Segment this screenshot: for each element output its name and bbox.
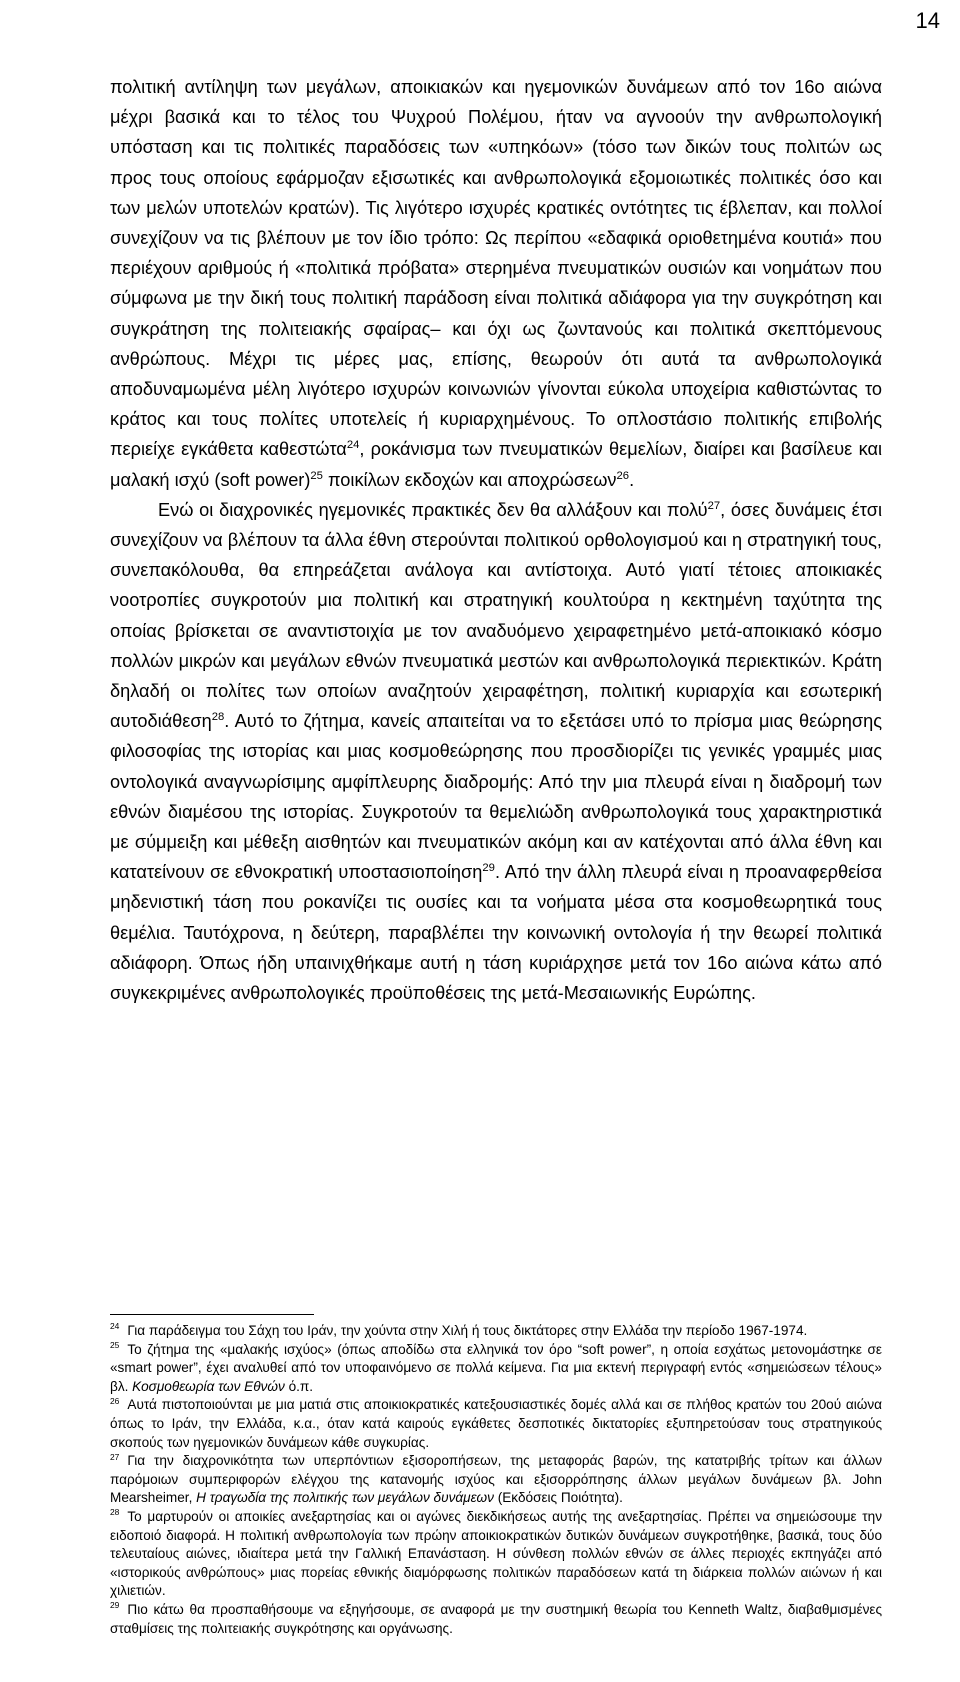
- footnote-27: [110, 1452, 882, 1508]
- paragraph-2-text-d: . Από την άλλη πλευρά είναι η προαναφερθείσα μηδενιστική τάση που ροκανίζει τις ουσίες και τα νοήματα μέσα στα κοσμοθεωρητικά τους θεμέλια. Ταυτόχρονα, η δεύτερη, παραβλέπει την κοινωνική οντολογία ή την θεωρεί πολιτικά αδιάφορη. Όπως ήδη υπαινιχθήκαμε αυτή η τάση κυριάρχησε μετά τον 16ο αιώνα κάτω από συγκεκριμένες ανθρωπολογικές προϋποθέσεις της μετά-Μεσαιωνικής Ευρώπης.: [110, 862, 883, 1004]
- footnote-text: Για παράδειγμα του Σάχη του Ιράν, την χούντα στην Χιλή ή τους δικτάτορες στην Ελλάδα την περίοδο 1967-1974.: [127, 1323, 808, 1338]
- footnote-text-after: ό.π.: [284, 1378, 314, 1394]
- footnote-text-after: (Εκδόσεις Ποιότητα).: [493, 1490, 623, 1506]
- footnote-29: [110, 1601, 882, 1638]
- paragraph-2-text-c: . Αυτό το ζήτημα, κανείς απαιτείται να το εξετάσει υπό το πρίσμα μιας θεώρησης φιλοσοφίας της ιστορίας και μιας κοσμοθεώρησης που προσδιορίζει τις γενικές γραμμές μιας οντολογικά αναγνωρίσιμης αμφίπλευρης διαδρομής: Από την μια πλευρά είναι η διαδρομή των εθνών διαμέσου της ιστορίας. Συγκροτούν τα θεμελιώδη ανθρωπολογικά τους χαρακτηριστικά με σύμμειξη και μέθεξη αισθητών και πνευματικών ακόμη και αν κατέχονται από άλλα έθνη και κατατείνουν σε εθνοκρατική υποστασιοποίηση: [110, 711, 882, 883]
- footnote-25: [110, 1341, 882, 1397]
- footnote-separator: [110, 1314, 314, 1315]
- footnote-ref-24[interactable]: 24: [346, 439, 360, 452]
- footnote-ref-27[interactable]: 27: [707, 499, 721, 512]
- footnote-number: 28: [110, 1507, 120, 1518]
- body-text: [110, 72, 882, 1008]
- footnote-ref-25[interactable]: 25: [310, 469, 323, 482]
- footnote-number: 24: [110, 1321, 120, 1332]
- footnote-text: Το ζήτημα της «μαλακής ισχύος» (όπως αποδίδω στα ελληνικά τον όρο “soft power”, η οποία εσχάτως μετονομάστηκε σε «smart power”, έχει αναλυθεί από τον υποφαινόμενο σε πολλά κείμενα. Για μια εκτενή περιγραφή εντός «σημειώσεων τέλους» βλ.: [110, 1341, 882, 1394]
- footnote-text: Αυτά πιστοποιούνται με μια ματιά στις αποικιοκρατικές κατεξουσιαστικές δομές αλλά και σε πλήθος κρατών του 20ού αιώνα όπως το Ιράν, την Ελλάδα, κ.α., όταν κατά καιρούς εγκάθετες δεσποτικές δικτατορίες εξυπηρετούσαν τους στρατηγικούς σκοπούς των ηγεμονικών δυνάμεων κάθε συγκυρίας.: [110, 1397, 882, 1450]
- paragraph-1-text-d: .: [629, 469, 635, 490]
- footnote-28: [110, 1508, 882, 1601]
- footnote-book-title: Η τραγωδία της πολιτικής των μεγάλων δυνάμεων: [196, 1490, 494, 1506]
- footnote-ref-28[interactable]: 28: [211, 711, 225, 724]
- paragraph-2-text-a: Ενώ οι διαχρονικές ηγεμονικές πρακτικές δεν θα αλλάξουν και πολύ: [158, 499, 708, 520]
- paragraph-2: [110, 495, 882, 1008]
- footnote-ref-29[interactable]: 29: [482, 862, 495, 875]
- paragraph-1-text-c: ποικίλων εκδοχών και αποχρώσεων: [322, 469, 617, 490]
- footnote-book-title: Κοσμοθεωρία των Εθνών: [132, 1378, 285, 1394]
- footnote-text: Το μαρτυρούν οι αποικίες ανεξαρτησίας και οι αγώνες διεκδικήσεως αυτής της ανεξαρτησίας. Πρέπει να σημειώσουμε την ειδοποιό διαφορά. Η πολιτική ανθρωπολογία των πρώην αποικιοκρατικών δυτικών δυνάμεων συγκροτήθηκε, βασικά, τους δύο τελευταίους αιώνες, ιδιαίτερα μετά την Γαλλική Επανάσταση. Η σύνθεση πολλών εθνών σε άλλες περιοχές εκπηγάζει από «ιστορικούς ανθρώπους» μιας πορείας εθνικής διαμόρφωσης πολιτικών παραδόσεων κατά τη διάρκεια πολλών αιώνων ή και χιλιετιών.: [110, 1508, 882, 1599]
- footnote-text: Για την διαχρονικότητα των υπερπόντιων εξισοροπήσεων, της μεταφοράς βαρών, της κατατριβής τρίτων και άλλων παρόμοιων συμπεριφορών ελέγχου της κατανομής ισχύος και εξισορρόπησης άλλων μεγάλων δυνάμεων βλ. John Mearsheimer,: [110, 1453, 882, 1506]
- paragraph-2-text-b: , όσες δυνάμεις έτσι συνεχίζουν να βλέπουν τα άλλα έθνη στερούνται πολιτικού ορθολογισμού και η στρατηγική τους, συνεπακόλουθα, θα επηρεάζεται ανάλογα και αντίστοιχα. Αυτό γιατί τέτοιες αποικιακές νοοτροπίες συγκροτούν μια πολιτική και στρατηγική κουλτούρα η κεκτημένη ταχύτητα της οποίας βρίσκεται σε αναντιστοιχία με τον αναδυόμενο χειραφετημένο μετά-αποικιακό κόσμο πολλών μικρών και μεγάλων εθνών πνευματικά μεστών και ανθρωπολογικά περιεκτικών. Κράτη δηλαδή οι πολίτες των οποίων αναζητούν χειραφέτηση, πολιτική κυριαρχία και εσωτερική αυτοδιάθεση: [110, 499, 882, 732]
- footnote-ref-26[interactable]: 26: [616, 469, 630, 482]
- footnote-26: [110, 1396, 882, 1452]
- paragraph-1-text-b: , ροκάνισμα των πνευματικών θεμελίων, διαίρει και βασίλευε και μαλακή ισχύ (soft power): [110, 439, 882, 490]
- paragraph-1-text-a: πολιτική αντίληψη των μεγάλων, αποικιακών και ηγεμονικών δυνάμεων από τον 16ο αιώνα μέχρι βασικά και το τέλος του Ψυχρού Πολέμου, ήταν να αγνοούν την ανθρωπολογική υπόσταση και τις πολιτικές παραδόσεις των «υπηκόων» (τόσο των δικών τους πολιτών ως προς τους οποίους εφάρμοζαν εξισωτικές και ανθρωπολογικά εξομοιωτικές πολιτικές όσο και των μελών υποτελών κρατών). Τις λιγότερο ισχυρές κρατικές οντότητες τις έβλεπαν, και πολλοί συνεχίζουν να τις βλέπουν με τον ίδιο τρόπο: Ως περίπου «εδαφικά οριοθετημένα κουτιά» που περιέχουν αριθμούς ή «πολιτικά πρόβατα» στερημένα πνευματικών ουσιών και νοημάτων που σύμφωνα με την δική τους πολιτική παράδοση είναι πολιτικά αδιάφορα για την συγκρότηση και συγκράτηση της πολιτειακής σφαίρας– και όχι ως ζωντανούς και πολιτικά σκεπτόμενους ανθρώπους. Μέχρι τις μέρες μας, επίσης, θεωρούν ότι αυτά τα ανθρωπολογικά αποδυναμωμένα μέλη λιγότερο ισχυρών κοινωνιών γίνονται εύκολα υποχείρια καθιστώντας το κράτος και τους πολίτες υποτελείς ή κυριαρχημένους. Το οπλοστάσιο πολιτικής επιβολής περιείχε εγκάθετα καθεστώτα: [110, 77, 882, 460]
- footnote-number: 25: [110, 1340, 120, 1351]
- footnote-number: 29: [110, 1600, 120, 1611]
- paragraph-1: [110, 72, 882, 495]
- footnotes: [110, 1322, 882, 1638]
- page-number: 14: [915, 8, 940, 33]
- footnote-text: Πιο κάτω θα προσπαθήσουμε να εξηγήσουμε, σε αναφορά με την συστημική θεωρία του Kenneth Waltz, διαβαθμισμένες σταθμίσεις της πολιτειακής συγκρότησης και οργάνωσης.: [110, 1601, 882, 1636]
- footnote-number: 27: [110, 1451, 120, 1462]
- footnote-number: 26: [110, 1395, 120, 1406]
- footnote-24: [110, 1322, 882, 1341]
